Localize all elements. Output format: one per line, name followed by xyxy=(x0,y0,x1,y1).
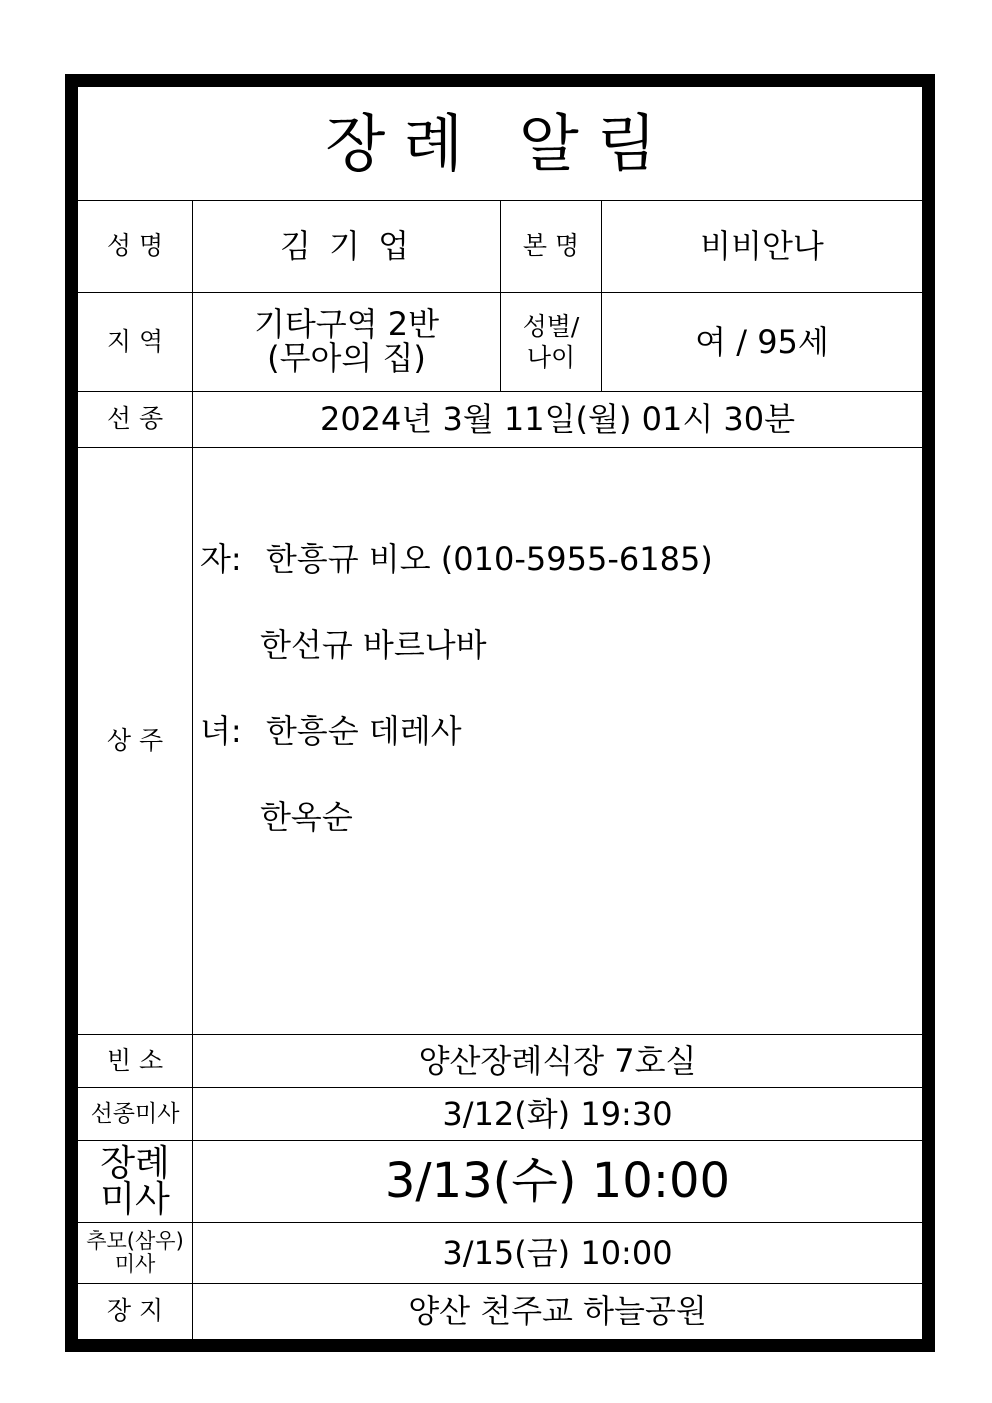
daughters-line-1 xyxy=(200,706,462,752)
sons-line-2 xyxy=(260,620,487,666)
daughters-line-2 xyxy=(260,792,353,838)
son-name: 한흥규 비오 (010-5955-6185) xyxy=(265,540,713,578)
gender-age-value: 여 / 95세 xyxy=(695,322,829,361)
death-label: 선 종 xyxy=(106,404,164,434)
divider xyxy=(78,447,922,448)
memorial-mass-value: 3/15(금) 10:00 xyxy=(442,1233,673,1272)
deceased-name: 김 기 업 xyxy=(279,227,414,266)
vigil-mass-label: 선종미사 xyxy=(90,1100,180,1127)
notice-border xyxy=(65,74,935,1352)
daughters-prefix: 녀: xyxy=(200,712,242,750)
funeral-home-label: 빈 소 xyxy=(106,1045,164,1075)
funeral-mass-value: 3/13(수) 10:00 xyxy=(384,1152,731,1209)
burial-label: 장 지 xyxy=(106,1296,164,1326)
death-datetime: 2024년 3월 11일(월) 01시 30분 xyxy=(319,400,796,439)
region-line-1: 기타구역 2반 xyxy=(253,305,440,344)
daughter-name: 한옥순 xyxy=(260,798,353,836)
sons-line-1 xyxy=(200,534,713,580)
baptismal-name-label: 본 명 xyxy=(522,231,580,261)
memorial-mass-label-line-1: 추모(삼우) xyxy=(86,1228,184,1253)
funeral-mass-label-line-2: 미사 xyxy=(100,1178,170,1220)
funeral-mass-label xyxy=(78,1141,192,1222)
region-value xyxy=(193,293,500,391)
region-label: 지 역 xyxy=(106,326,164,356)
baptismal-name: 비비안나 xyxy=(700,227,824,266)
son-name: 한선규 바르나바 xyxy=(260,626,487,664)
daughter-name: 한흥순 데레사 xyxy=(265,712,462,750)
burial-value: 양산 천주교 하늘공원 xyxy=(408,1292,707,1331)
vigil-mass-value: 3/12(화) 19:30 xyxy=(442,1094,673,1133)
mourners-label: 상 주 xyxy=(106,725,164,755)
funeral-mass-label-line-1: 장례 xyxy=(100,1143,170,1185)
funeral-home-value: 양산장례식장 7호실 xyxy=(418,1041,697,1080)
region-line-2: (무아의 집) xyxy=(267,339,426,377)
gender-age-label xyxy=(501,293,601,391)
gender-age-label-line-2: 나이 xyxy=(526,343,576,372)
memorial-mass-label xyxy=(78,1223,192,1283)
memorial-mass-label-line-2: 미사 xyxy=(114,1252,156,1276)
notice-sheet xyxy=(78,87,922,1339)
gender-age-label-line-1: 성별/ xyxy=(522,311,580,341)
notice-title: 장례 알림 xyxy=(325,106,675,180)
sons-prefix: 자: xyxy=(200,540,242,578)
name-label: 성 명 xyxy=(106,231,164,261)
